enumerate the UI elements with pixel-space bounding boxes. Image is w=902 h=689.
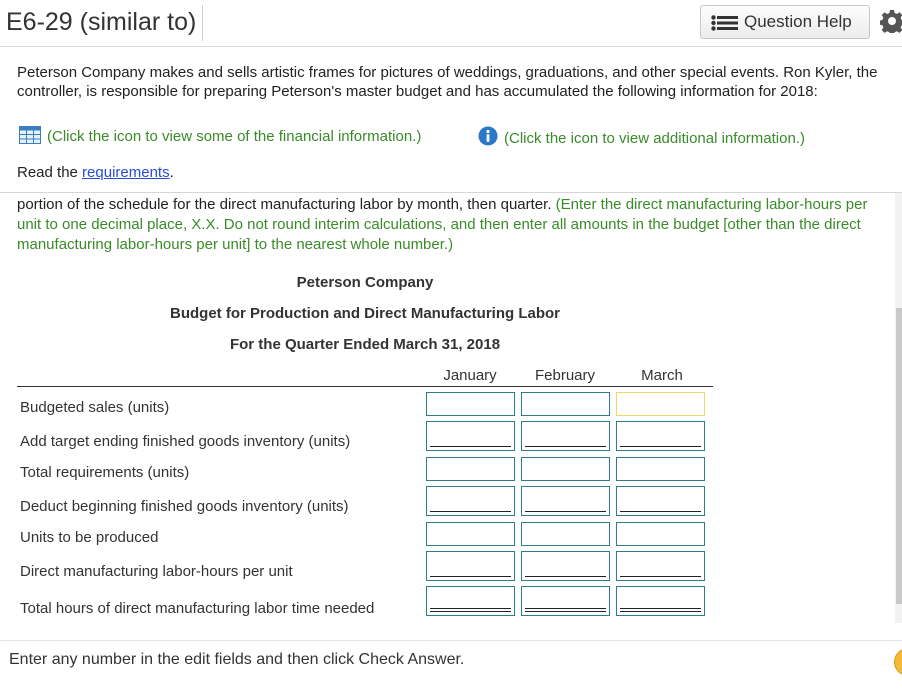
input-total-requirements-march[interactable] bbox=[616, 457, 705, 481]
input-total-labor-hours-january[interactable] bbox=[426, 586, 515, 616]
input-beginning-inventory-february[interactable] bbox=[521, 486, 610, 516]
input-labor-hours-per-unit-march[interactable] bbox=[616, 551, 705, 581]
header-bar bbox=[0, 0, 902, 47]
column-header-march: March bbox=[641, 367, 683, 384]
input-total-labor-hours-march[interactable] bbox=[616, 586, 705, 616]
read-suffix: . bbox=[169, 164, 174, 181]
header-rule bbox=[17, 386, 713, 387]
instructions bbox=[17, 195, 877, 255]
row-label-total-requirements: Total requirements (units) bbox=[20, 464, 190, 481]
instructions-lead: portion of the schedule for the direct manufacturing labor by month, then quarter. bbox=[17, 196, 556, 213]
column-header-january: January bbox=[443, 367, 497, 384]
input-budgeted-sales-march[interactable] bbox=[616, 392, 705, 416]
list-icon bbox=[711, 15, 739, 31]
footer-divider bbox=[0, 640, 902, 641]
input-labor-hours-per-unit-february[interactable] bbox=[521, 551, 610, 581]
problem-statement: Peterson Company makes and sells artistic frames for pictures of weddings, graduations, and other special events. Ron Kyler, the controller, is responsible for preparing Peterson's master budget and has accumulated the following information for 2018: bbox=[17, 64, 878, 100]
company-name: Peterson Company bbox=[296, 274, 434, 291]
input-total-labor-hours-february[interactable] bbox=[521, 586, 610, 616]
read-requirements bbox=[17, 164, 174, 181]
row-label-target-ending-inventory: Add target ending finished goods inventory (units) bbox=[20, 433, 351, 450]
read-prefix: Read the bbox=[17, 164, 83, 181]
instructions-note: (Enter the direct manufacturing labor-hours per unit to one decimal place, X.X. Do not round interim calculations, and then enter all amounts in the budget [other than the direct manufacturing labor-hours per unit] to the nearest whole number.) bbox=[17, 196, 868, 253]
input-units-produced-january[interactable] bbox=[426, 522, 515, 546]
financial-info-link[interactable] bbox=[19, 126, 421, 146]
question-help-button[interactable] bbox=[700, 5, 870, 39]
section-divider bbox=[0, 192, 902, 193]
budget-title: Budget for Production and Direct Manufacturing Labor bbox=[170, 305, 560, 322]
input-target-ending-february[interactable] bbox=[521, 421, 610, 451]
input-target-ending-january[interactable] bbox=[426, 421, 515, 451]
requirements-link[interactable]: requirements bbox=[82, 164, 170, 181]
info-icon bbox=[478, 126, 498, 146]
column-header-february: February bbox=[534, 367, 596, 384]
input-total-requirements-january[interactable] bbox=[426, 457, 515, 481]
footer-instructions: Enter any number in the edit fields and then click Check Answer. bbox=[9, 651, 465, 668]
input-beginning-inventory-january[interactable] bbox=[426, 486, 515, 516]
row-label-beginning-inventory: Deduct beginning finished goods inventory (units) bbox=[20, 498, 349, 515]
input-labor-hours-per-unit-january[interactable] bbox=[426, 551, 515, 581]
row-label-total-labor-hours: Total hours of direct manufacturing labor time needed bbox=[20, 600, 375, 617]
table-grid-icon bbox=[19, 126, 41, 144]
additional-info-link[interactable] bbox=[478, 126, 805, 148]
input-units-produced-march[interactable] bbox=[616, 522, 705, 546]
financial-info-text: (Click the icon to view some of the financial information.) bbox=[47, 128, 422, 145]
row-label-budgeted-sales: Budgeted sales (units) bbox=[20, 399, 170, 416]
input-total-requirements-february[interactable] bbox=[521, 457, 610, 481]
input-target-ending-march[interactable] bbox=[616, 421, 705, 451]
scrollbar-thumb[interactable] bbox=[896, 308, 902, 604]
row-label-labor-hours-per-unit: Direct manufacturing labor-hours per unit bbox=[20, 563, 293, 580]
input-beginning-inventory-march[interactable] bbox=[616, 486, 705, 516]
check-answer-button[interactable] bbox=[894, 648, 902, 676]
input-budgeted-sales-february[interactable] bbox=[521, 392, 610, 416]
input-budgeted-sales-january[interactable] bbox=[426, 392, 515, 416]
input-units-produced-february[interactable] bbox=[521, 522, 610, 546]
exercise-title: E6-29 (similar to) bbox=[6, 5, 203, 41]
gear-icon[interactable] bbox=[880, 9, 902, 33]
question-help-label: Question Help bbox=[744, 12, 852, 31]
additional-info-text: (Click the icon to view additional information.) bbox=[504, 130, 805, 147]
budget-period: For the Quarter Ended March 31, 2018 bbox=[229, 336, 501, 353]
row-label-units-to-be-produced: Units to be produced bbox=[20, 529, 159, 546]
